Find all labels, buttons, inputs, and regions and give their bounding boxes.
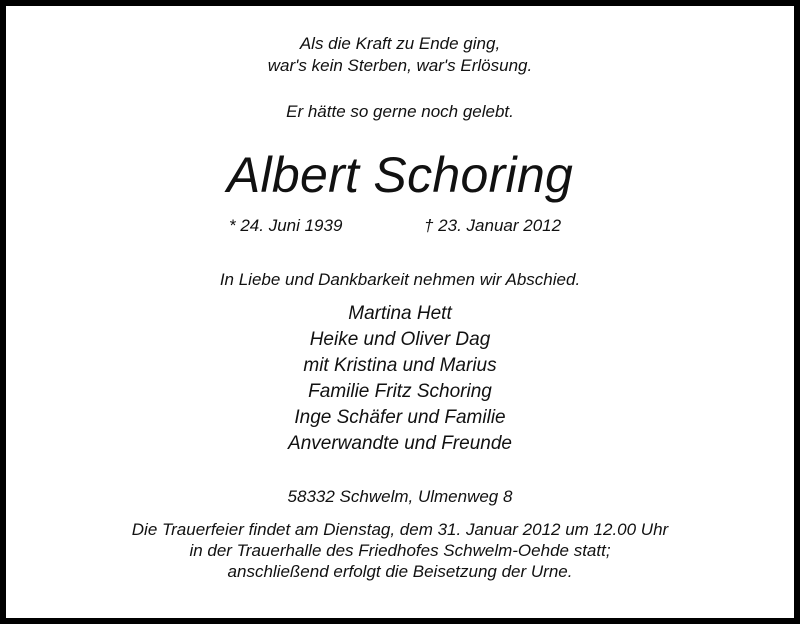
verse-line-3: Er hätte so gerne noch gelebt. bbox=[286, 102, 514, 121]
deceased-name: Albert Schoring bbox=[226, 147, 574, 203]
mourner-item: mit Kristina und Marius bbox=[303, 355, 497, 376]
birth-date: * 24. Juni 1939 bbox=[229, 216, 343, 235]
death-date: † 23. Januar 2012 bbox=[424, 216, 562, 235]
service-line-2: in der Trauerhalle des Friedhofes Schwelm-Oehde statt; bbox=[189, 541, 611, 560]
verse-line-1: Als die Kraft zu Ende ging, bbox=[299, 34, 501, 53]
farewell-text: In Liebe und Dankbarkeit nehmen wir Abschied. bbox=[219, 270, 581, 289]
service-line-1: Die Trauerfeier findet am Dienstag, dem 31. Januar 2012 um 12.00 Uhr bbox=[131, 520, 669, 539]
verse-line-2: war's kein Sterben, war's Erlösung. bbox=[267, 56, 533, 75]
mourner-item: Anverwandte und Freunde bbox=[288, 433, 512, 454]
mourner-item: Heike und Oliver Dag bbox=[309, 329, 491, 350]
service-line-3: anschließend erfolgt die Beisetzung der Urne. bbox=[227, 562, 573, 581]
mourner-item: Inge Schäfer und Familie bbox=[294, 407, 506, 428]
family-address: 58332 Schwelm, Ulmenweg 8 bbox=[287, 487, 513, 506]
mourner-item: Familie Fritz Schoring bbox=[308, 381, 492, 402]
mourner-item: Martina Hett bbox=[348, 303, 452, 324]
